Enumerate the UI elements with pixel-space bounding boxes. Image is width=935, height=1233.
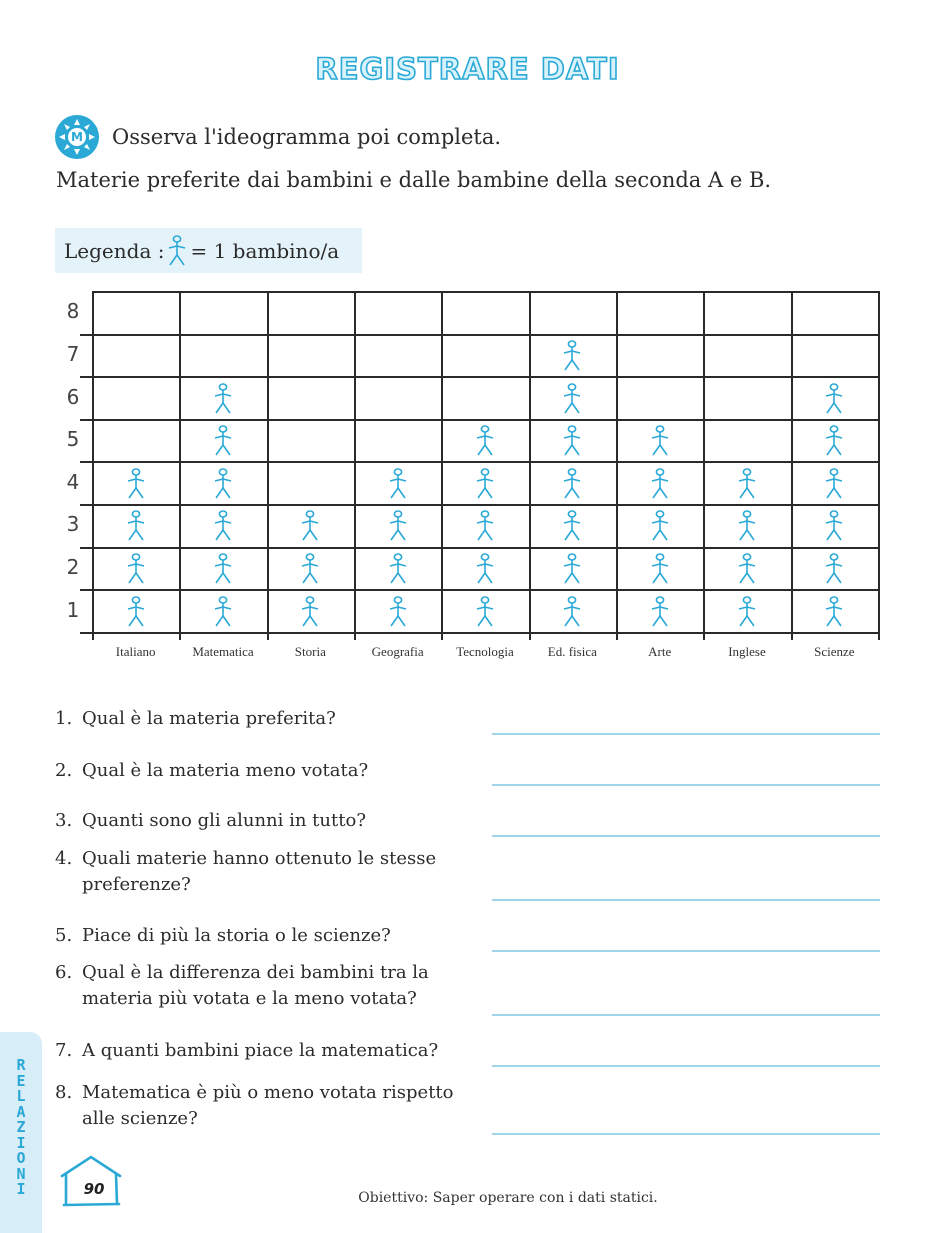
- question-text: A quanti bambini piace la matematica?: [82, 1040, 439, 1061]
- question-number: 5.: [55, 925, 73, 946]
- grid-line: [529, 291, 531, 640]
- x-category-label: Tecnologia: [456, 644, 514, 659]
- x-category-label: Inglese: [728, 644, 766, 659]
- y-tick-label: 6: [66, 384, 80, 409]
- grid-line: [80, 376, 880, 378]
- stick-figure-icon: [388, 553, 408, 589]
- chart-subtitle: Materie preferite dai bambini e dalle bambine della seconda A e B.: [56, 168, 772, 192]
- x-category-label: Scienze: [814, 644, 855, 659]
- stick-figure-icon: [824, 596, 844, 632]
- stick-figure-icon: [737, 510, 757, 546]
- grid-line: [80, 419, 880, 421]
- stick-figure-icon: [388, 468, 408, 504]
- stick-figure-icon: [300, 596, 320, 632]
- stick-figure-icon: [167, 235, 187, 267]
- stick-figure-icon: [562, 468, 582, 504]
- question-text: Qual è la differenza dei bambini tra la materia più votata e la meno votata?: [82, 962, 429, 1009]
- stick-figure-icon: [562, 553, 582, 589]
- question-item: [55, 706, 482, 732]
- stick-figure-icon: [126, 553, 146, 589]
- question-number: 1.: [55, 708, 73, 729]
- answer-line[interactable]: [492, 950, 880, 952]
- question-item: [55, 846, 482, 898]
- page-number: 90: [83, 1180, 105, 1198]
- x-category-label: Storia: [294, 644, 326, 659]
- stick-figure-icon: [475, 596, 495, 632]
- question-number: 8.: [55, 1082, 73, 1103]
- answer-line[interactable]: [492, 784, 880, 786]
- stick-figure-icon: [824, 425, 844, 461]
- grid-line: [791, 291, 793, 640]
- badge-letter: M: [68, 128, 86, 146]
- grid-line: [92, 291, 880, 293]
- grid-line: [441, 291, 443, 640]
- grid-line: [354, 291, 356, 640]
- stick-figure-icon: [388, 510, 408, 546]
- stick-figure-icon: [475, 425, 495, 461]
- answer-line[interactable]: [492, 733, 880, 735]
- stick-figure-icon: [475, 553, 495, 589]
- stick-figure-icon: [213, 468, 233, 504]
- grid-line: [80, 461, 880, 463]
- stick-figure-icon: [126, 468, 146, 504]
- question-text: Matematica è più o meno votata rispetto alle scienze?: [82, 1082, 454, 1129]
- y-tick-label: 4: [66, 469, 80, 494]
- stick-figure-icon: [213, 553, 233, 589]
- answer-line[interactable]: [492, 899, 880, 901]
- stick-figure-icon: [126, 596, 146, 632]
- question-text: Quali materie hanno ottenuto le stesse preferenze?: [82, 848, 437, 895]
- x-category-label: Italiano: [115, 644, 156, 659]
- stick-figure-icon: [650, 468, 670, 504]
- x-category-label: Arte: [648, 644, 672, 659]
- stick-figure-icon: [824, 468, 844, 504]
- stick-figure-icon: [650, 510, 670, 546]
- legend-box: [55, 228, 362, 273]
- stick-figure-icon: [650, 553, 670, 589]
- x-category-label: Geografia: [371, 644, 424, 659]
- stick-figure-icon: [650, 596, 670, 632]
- question-number: 3.: [55, 810, 73, 831]
- stick-figure-icon: [562, 425, 582, 461]
- stick-figure-icon: [562, 510, 582, 546]
- grid-line: [878, 291, 880, 640]
- question-number: 6.: [55, 962, 73, 983]
- grid-line: [92, 291, 94, 640]
- stick-figure-icon: [562, 383, 582, 419]
- stick-figure-icon: [300, 553, 320, 589]
- page-title: REGISTRARE DATI: [315, 52, 620, 86]
- stick-figure-icon: [126, 510, 146, 546]
- grid-line: [80, 334, 880, 336]
- grid-line: [267, 291, 269, 640]
- grid-line: [80, 504, 880, 506]
- question-item: [55, 1080, 482, 1132]
- grid-line: [80, 632, 880, 634]
- question-item: [55, 758, 482, 784]
- answer-line[interactable]: [492, 1014, 880, 1016]
- grid-line: [703, 291, 705, 640]
- question-text: Qual è la materia meno votata?: [82, 760, 369, 781]
- question-item: [55, 808, 482, 834]
- stick-figure-icon: [475, 510, 495, 546]
- objective-text: Obiettivo: Saper operare con i dati statici.: [358, 1190, 658, 1206]
- stick-figure-icon: [824, 383, 844, 419]
- legend-value: = 1 bambino/a: [190, 238, 340, 263]
- grid-line: [80, 547, 880, 549]
- instruction-text: Osserva l'ideogramma poi completa.: [112, 125, 502, 149]
- stick-figure-icon: [562, 596, 582, 632]
- stick-figure-icon: [737, 468, 757, 504]
- stick-figure-icon: [388, 596, 408, 632]
- question-number: 4.: [55, 848, 73, 869]
- y-tick-label: 3: [66, 512, 80, 537]
- question-item: [55, 923, 482, 949]
- question-text: Qual è la materia preferita?: [82, 708, 336, 729]
- question-number: 7.: [55, 1040, 73, 1061]
- stick-figure-icon: [475, 468, 495, 504]
- stick-figure-icon: [824, 510, 844, 546]
- side-tab-label: R E L A Z I O N I: [16, 1056, 26, 1198]
- y-tick-label: 7: [66, 341, 80, 366]
- stick-figure-icon: [213, 510, 233, 546]
- y-tick-label: 2: [66, 554, 80, 579]
- stick-figure-icon: [737, 596, 757, 632]
- answer-line[interactable]: [492, 835, 880, 837]
- stick-figure-icon: [213, 383, 233, 419]
- answer-line[interactable]: [492, 1133, 880, 1135]
- question-item: [55, 960, 482, 1012]
- x-category-label: Matematica: [192, 644, 254, 659]
- question-text: Piace di più la storia o le scienze?: [82, 925, 391, 946]
- question-text: Quanti sono gli alunni in tutto?: [82, 810, 366, 831]
- sun-m-icon: [55, 115, 99, 159]
- legend-label: Legenda :: [64, 238, 165, 263]
- stick-figure-icon: [213, 425, 233, 461]
- grid-line: [80, 589, 880, 591]
- y-tick-label: 8: [66, 299, 80, 324]
- stick-figure-icon: [213, 596, 233, 632]
- stick-figure-icon: [737, 553, 757, 589]
- y-tick-label: 1: [66, 597, 80, 622]
- x-category-label: Ed. fisica: [547, 644, 597, 659]
- grid-line: [179, 291, 181, 640]
- answer-line[interactable]: [492, 1065, 880, 1067]
- stick-figure-icon: [650, 425, 670, 461]
- question-item: [55, 1038, 482, 1064]
- instruction-row: [55, 115, 501, 159]
- y-tick-label: 5: [66, 427, 80, 452]
- stick-figure-icon: [300, 510, 320, 546]
- question-number: 2.: [55, 760, 73, 781]
- grid-line: [616, 291, 618, 640]
- stick-figure-icon: [562, 340, 582, 376]
- stick-figure-icon: [824, 553, 844, 589]
